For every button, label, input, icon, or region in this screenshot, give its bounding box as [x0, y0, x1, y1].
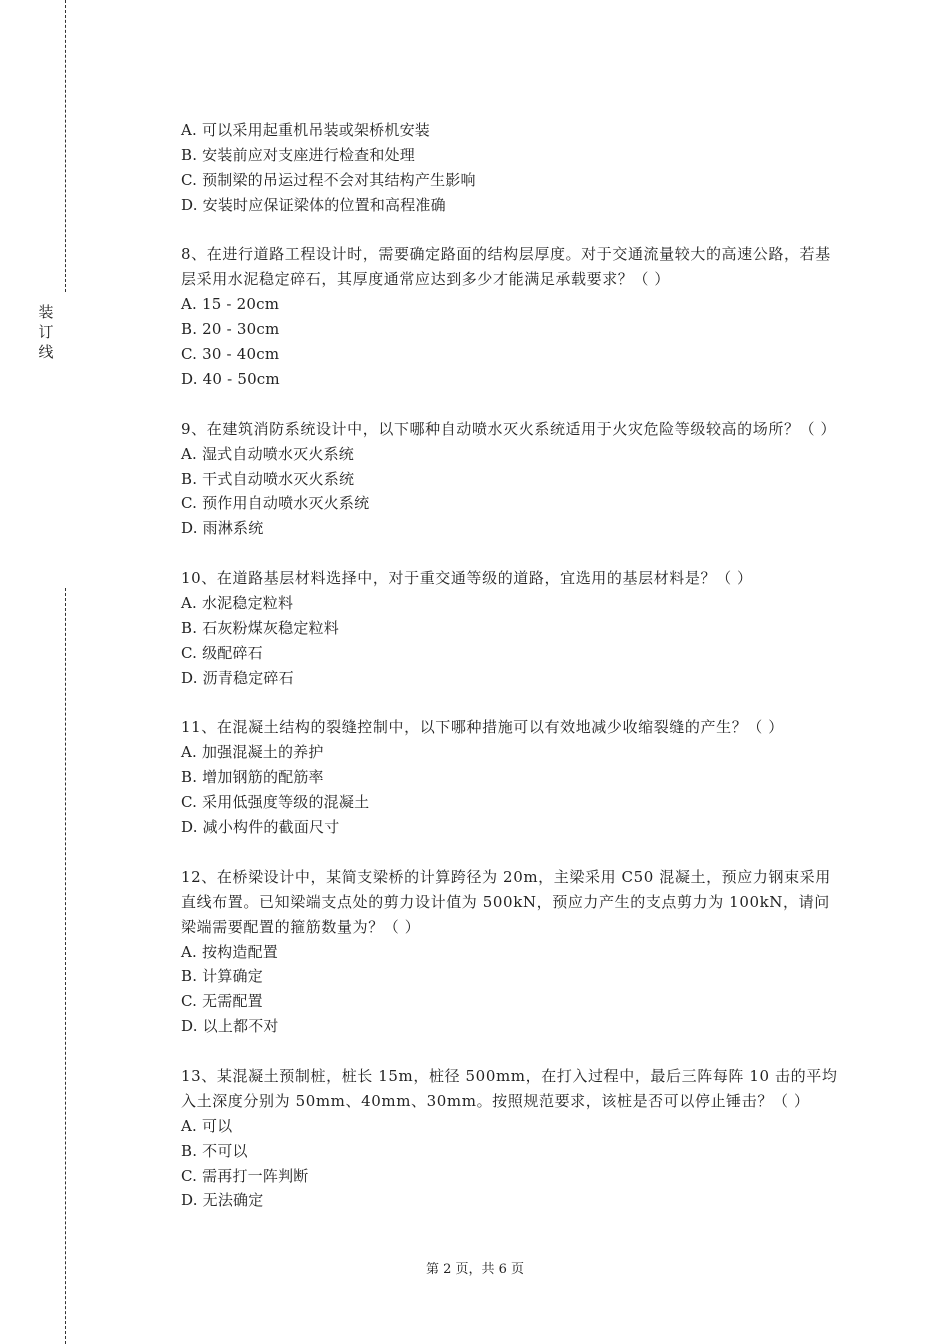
- option-a: A. 水泥稳定粒料: [181, 593, 294, 612]
- binding-line-top: [65, 0, 66, 292]
- binding-line-bottom: [65, 588, 66, 1344]
- option-c: C. 需再打一阵判断: [181, 1166, 309, 1185]
- question-stem: 12、在桥梁设计中，某简支梁桥的计算跨径为 20m，主梁采用 C50 混凝土，预应力钢束采用直线布置。已知梁端支点处的剪力设计值为 500kN，预应力产生的支点剪力为 100kN，请问梁端需要配置的箍筋数量为？（ ）: [181, 867, 831, 936]
- binding-label: [36, 302, 56, 362]
- option-b: B. 不可以: [181, 1141, 248, 1160]
- question-stem: 11、在混凝土结构的裂缝控制中，以下哪种措施可以有效地减少收缩裂缝的产生？（ ）: [181, 718, 784, 737]
- option-c: C. 30 - 40cm: [181, 345, 280, 364]
- option-a: A. 加强混凝土的养护: [181, 743, 324, 762]
- binding-char: 线: [38, 343, 54, 361]
- option-c: C. 级配碎石: [181, 643, 263, 662]
- page-footer: 第 2 页，共 6 页: [425, 1262, 525, 1277]
- option-d: D. 无法确定: [181, 1191, 264, 1210]
- question-stem: 10、在道路基层材料选择中，对于重交通等级的道路，宜选用的基层材料是？（ ）: [181, 569, 753, 588]
- question-stem: 9、在建筑消防系统设计中，以下哪种自动喷水灭火系统适用于火灾危险等级较高的场所？（ ）: [181, 419, 837, 438]
- question-13: [181, 1064, 841, 1213]
- option-a: A. 湿式自动喷水灭火系统: [181, 444, 354, 463]
- question-11: [181, 715, 841, 839]
- option-d: D. 雨淋系统: [181, 519, 264, 538]
- option-d: D. 沥青稳定碎石: [181, 668, 294, 687]
- option-b: B. 安装前应对支座进行检查和处理: [181, 145, 415, 164]
- option-d: D. 40 - 50cm: [181, 369, 280, 388]
- carryover-options: [181, 118, 841, 218]
- option-a: A. 15 - 20cm: [181, 295, 280, 314]
- question-8: [181, 242, 841, 391]
- option-b: B. 计算确定: [181, 967, 263, 986]
- option-c: C. 预制梁的吊运过程不会对其结构产生影响: [181, 170, 476, 189]
- binding-char: 订: [38, 323, 54, 341]
- question-9: [181, 417, 841, 541]
- option-b: B. 20 - 30cm: [181, 320, 280, 339]
- option-a: A. 可以: [181, 1116, 233, 1135]
- option-b: B. 增加钢筋的配筋率: [181, 768, 324, 787]
- question-stem: 13、某混凝土预制桩，桩长 15m，桩径 500mm，在打入过程中，最后三阵每阵 10 击的平均入土深度分别为 50mm、40mm、30mm。按照规范要求，该桩是否可以停止锤击？（ ）: [181, 1066, 838, 1110]
- option-c: C. 采用低强度等级的混凝土: [181, 793, 370, 812]
- question-stem: 8、在进行道路工程设计时，需要确定路面的结构层厚度。对于交通流量较大的高速公路，若基层采用水泥稳定碎石，其厚度通常应达到多少才能满足承载要求？（ ）: [181, 245, 831, 289]
- option-c: C. 预作用自动喷水灭火系统: [181, 494, 370, 513]
- question-12: [181, 865, 841, 1039]
- binding-char: 装: [38, 303, 54, 321]
- option-d: D. 安装时应保证梁体的位置和高程准确: [181, 195, 446, 214]
- option-b: B. 石灰粉煤灰稳定粒料: [181, 618, 339, 637]
- option-a: A. 可以采用起重机吊装或架桥机安装: [181, 121, 430, 139]
- question-10: [181, 566, 841, 690]
- option-d: D. 以上都不对: [181, 1017, 279, 1036]
- option-d: D. 减小构件的截面尺寸: [181, 818, 340, 837]
- option-b: B. 干式自动喷水灭火系统: [181, 469, 355, 488]
- question-content: [181, 118, 841, 1213]
- option-c: C. 无需配置: [181, 992, 263, 1011]
- option-a: A. 按构造配置: [181, 942, 278, 961]
